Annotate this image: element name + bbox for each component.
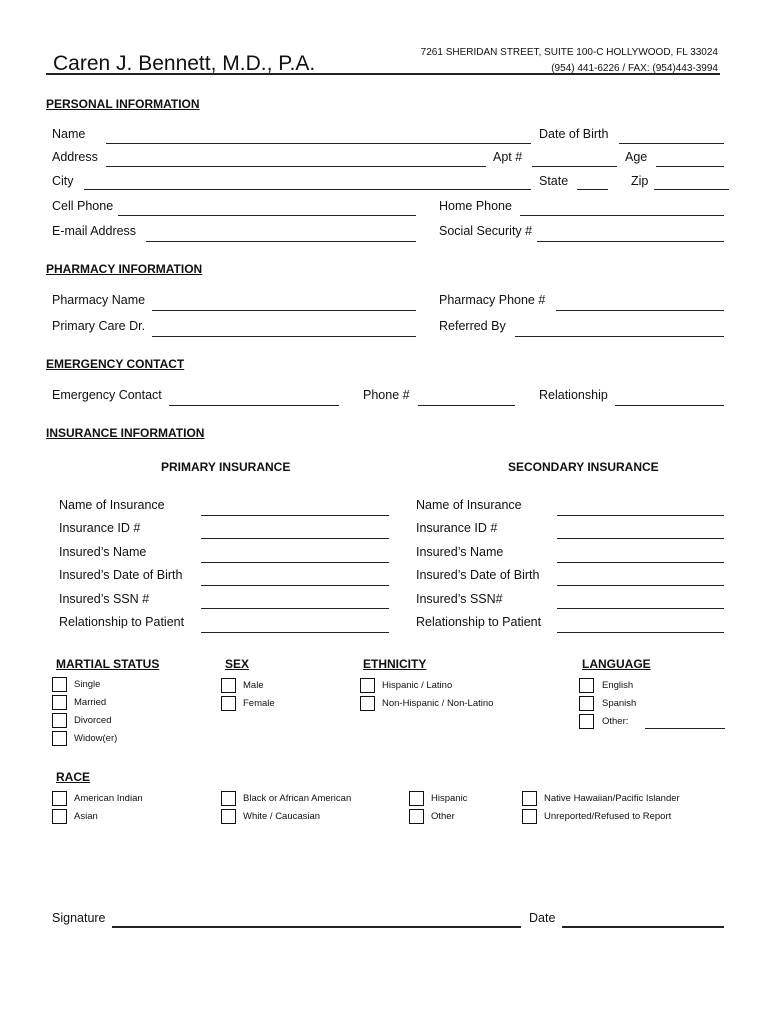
state-label: State [539, 174, 569, 188]
race-american-indian-checkbox[interactable] [52, 791, 67, 806]
address-field[interactable] [106, 166, 486, 167]
primary-relationship-field[interactable] [201, 632, 389, 633]
ethnicity-non-hispanic-label: Non-Hispanic / Non-Latino [382, 698, 494, 709]
secondary-insured-dob-label: Insured’s Date of Birth [416, 568, 540, 582]
primary-insured-dob-label: Insured’s Date of Birth [59, 568, 183, 582]
sex-heading: SEX [225, 657, 250, 671]
primary-relationship-label: Relationship to Patient [59, 615, 185, 629]
marital-widow-label: Widow(er) [74, 733, 118, 744]
marital-married-label: Married [74, 697, 107, 708]
personal-heading: PERSONAL INFORMATION [46, 97, 200, 111]
city-field[interactable] [84, 189, 531, 190]
primary-insured-dob-field[interactable] [201, 585, 389, 586]
pharmacy-phone-label: Pharmacy Phone # [439, 293, 546, 307]
primary-insured-name-field[interactable] [201, 562, 389, 563]
marital-single-label: Single [74, 679, 101, 690]
ethnicity-hispanic-checkbox[interactable] [360, 678, 375, 693]
secondary-relationship-label: Relationship to Patient [416, 615, 542, 629]
race-unreported-label: Unreported/Refused to Report [544, 811, 672, 822]
language-other-label: Other: [602, 716, 629, 727]
emergency-contact-field[interactable] [169, 405, 339, 406]
secondary-insurance-name-label: Name of Insurance [416, 498, 522, 512]
state-field[interactable] [577, 189, 608, 190]
ethnicity-non-hispanic-checkbox[interactable] [360, 696, 375, 711]
primary-insurance-heading: PRIMARY INSURANCE [161, 460, 291, 474]
relationship-field[interactable] [615, 405, 724, 406]
zip-field[interactable] [654, 189, 729, 190]
race-black-label: Black or African American [243, 793, 352, 804]
language-english-checkbox[interactable] [579, 678, 594, 693]
race-unreported-checkbox[interactable] [522, 809, 537, 824]
marital-divorced-label: Divorced [74, 715, 112, 726]
pharmacy-name-label: Pharmacy Name [52, 293, 146, 307]
apt-field[interactable] [532, 166, 617, 167]
marital-divorced-checkbox[interactable] [52, 713, 67, 728]
sex-male-label: Male [243, 680, 264, 691]
ssn-label: Social Security # [439, 224, 533, 238]
primary-insurance-name-field[interactable] [201, 515, 389, 516]
emergency-contact-label: Emergency Contact [52, 388, 162, 402]
signature-label: Signature [52, 911, 106, 925]
pharmacy-name-field[interactable] [152, 310, 416, 311]
race-other-checkbox[interactable] [409, 809, 424, 824]
race-white-label: White / Caucasian [243, 811, 321, 822]
secondary-insured-dob-field[interactable] [557, 585, 724, 586]
name-label: Name [52, 127, 86, 141]
emergency-phone-field[interactable] [418, 405, 515, 406]
secondary-insured-ssn-label: Insured’s SSN# [416, 592, 503, 606]
race-white-checkbox[interactable] [221, 809, 236, 824]
email-field[interactable] [146, 241, 416, 242]
cell-phone-field[interactable] [118, 215, 416, 216]
marital-widow-checkbox[interactable] [52, 731, 67, 746]
race-american-indian-label: American Indian [74, 793, 143, 804]
race-asian-checkbox[interactable] [52, 809, 67, 824]
age-label: Age [625, 150, 648, 164]
primary-insured-ssn-field[interactable] [201, 608, 389, 609]
secondary-insured-name-label: Insured’s Name [416, 545, 504, 559]
practice-name: Caren J. Bennett, M.D., P.A. [53, 52, 316, 75]
primary-insurance-id-field[interactable] [201, 538, 389, 539]
sex-female-label: Female [243, 698, 275, 709]
primary-insured-name-label: Insured’s Name [59, 545, 147, 559]
language-spanish-label: Spanish [602, 698, 637, 709]
insurance-heading: INSURANCE INFORMATION [46, 426, 205, 440]
sex-female-checkbox[interactable] [221, 696, 236, 711]
language-heading: LANGUAGE [582, 657, 651, 671]
race-black-checkbox[interactable] [221, 791, 236, 806]
apt-label: Apt # [493, 150, 523, 164]
home-phone-label: Home Phone [439, 199, 512, 213]
secondary-insurance-id-label: Insurance ID # [416, 521, 498, 535]
practice-address: 7261 SHERIDAN STREET, SUITE 100-C HOLLYWOOD, FL 33024 [420, 47, 718, 58]
secondary-insured-ssn-field[interactable] [557, 608, 724, 609]
language-english-label: English [602, 680, 634, 691]
date-field[interactable] [562, 926, 724, 928]
pcp-field[interactable] [152, 336, 416, 337]
practice-phone-fax: (954) 441-6226 / FAX: (954)443-3994 [551, 63, 718, 74]
race-hispanic-checkbox[interactable] [409, 791, 424, 806]
city-label: City [52, 174, 74, 188]
primary-insurance-name-label: Name of Insurance [59, 498, 165, 512]
referred-by-field[interactable] [515, 336, 724, 337]
referred-by-label: Referred By [439, 319, 506, 333]
marital-single-checkbox[interactable] [52, 677, 67, 692]
pcp-label: Primary Care Dr. [52, 319, 146, 333]
dob-field[interactable] [619, 143, 724, 144]
language-other-field[interactable] [645, 728, 725, 729]
emergency-heading: EMERGENCY CONTACT [46, 357, 185, 371]
ssn-field[interactable] [537, 241, 724, 242]
pharmacy-phone-field[interactable] [556, 310, 724, 311]
date-label: Date [529, 911, 556, 925]
address-label: Address [52, 150, 98, 164]
dob-label: Date of Birth [539, 127, 609, 141]
secondary-insurance-heading: SECONDARY INSURANCE [508, 460, 659, 474]
signature-field[interactable] [112, 926, 521, 928]
race-hispanic-label: Hispanic [431, 793, 468, 804]
race-asian-label: Asian [74, 811, 98, 822]
pharmacy-heading: PHARMACY INFORMATION [46, 262, 203, 276]
home-phone-field[interactable] [520, 215, 724, 216]
secondary-insurance-name-field[interactable] [557, 515, 724, 516]
name-field[interactable] [106, 143, 531, 144]
race-other-label: Other [431, 811, 455, 822]
zip-label: Zip [631, 174, 649, 188]
email-label: E-mail Address [52, 224, 137, 238]
primary-insured-ssn-label: Insured’s SSN # [59, 592, 150, 606]
age-field[interactable] [656, 166, 724, 167]
relationship-label: Relationship [539, 388, 608, 402]
header-rule [46, 73, 720, 75]
race-heading: RACE [56, 770, 91, 784]
secondary-insured-name-field[interactable] [557, 562, 724, 563]
secondary-insurance-id-field[interactable] [557, 538, 724, 539]
cell-phone-label: Cell Phone [52, 199, 114, 213]
race-native-hawaiian-label: Native Hawaiian/Pacific Islander [544, 793, 680, 804]
sex-male-checkbox[interactable] [221, 678, 236, 693]
primary-insurance-id-label: Insurance ID # [59, 521, 141, 535]
language-other-checkbox[interactable] [579, 714, 594, 729]
marital-status-heading: MARTIAL STATUS [56, 657, 160, 671]
ethnicity-hispanic-label: Hispanic / Latino [382, 680, 453, 691]
ethnicity-heading: ETHNICITY [363, 657, 427, 671]
language-spanish-checkbox[interactable] [579, 696, 594, 711]
race-native-hawaiian-checkbox[interactable] [522, 791, 537, 806]
marital-married-checkbox[interactable] [52, 695, 67, 710]
secondary-relationship-field[interactable] [557, 632, 724, 633]
emergency-phone-label: Phone # [363, 388, 410, 402]
